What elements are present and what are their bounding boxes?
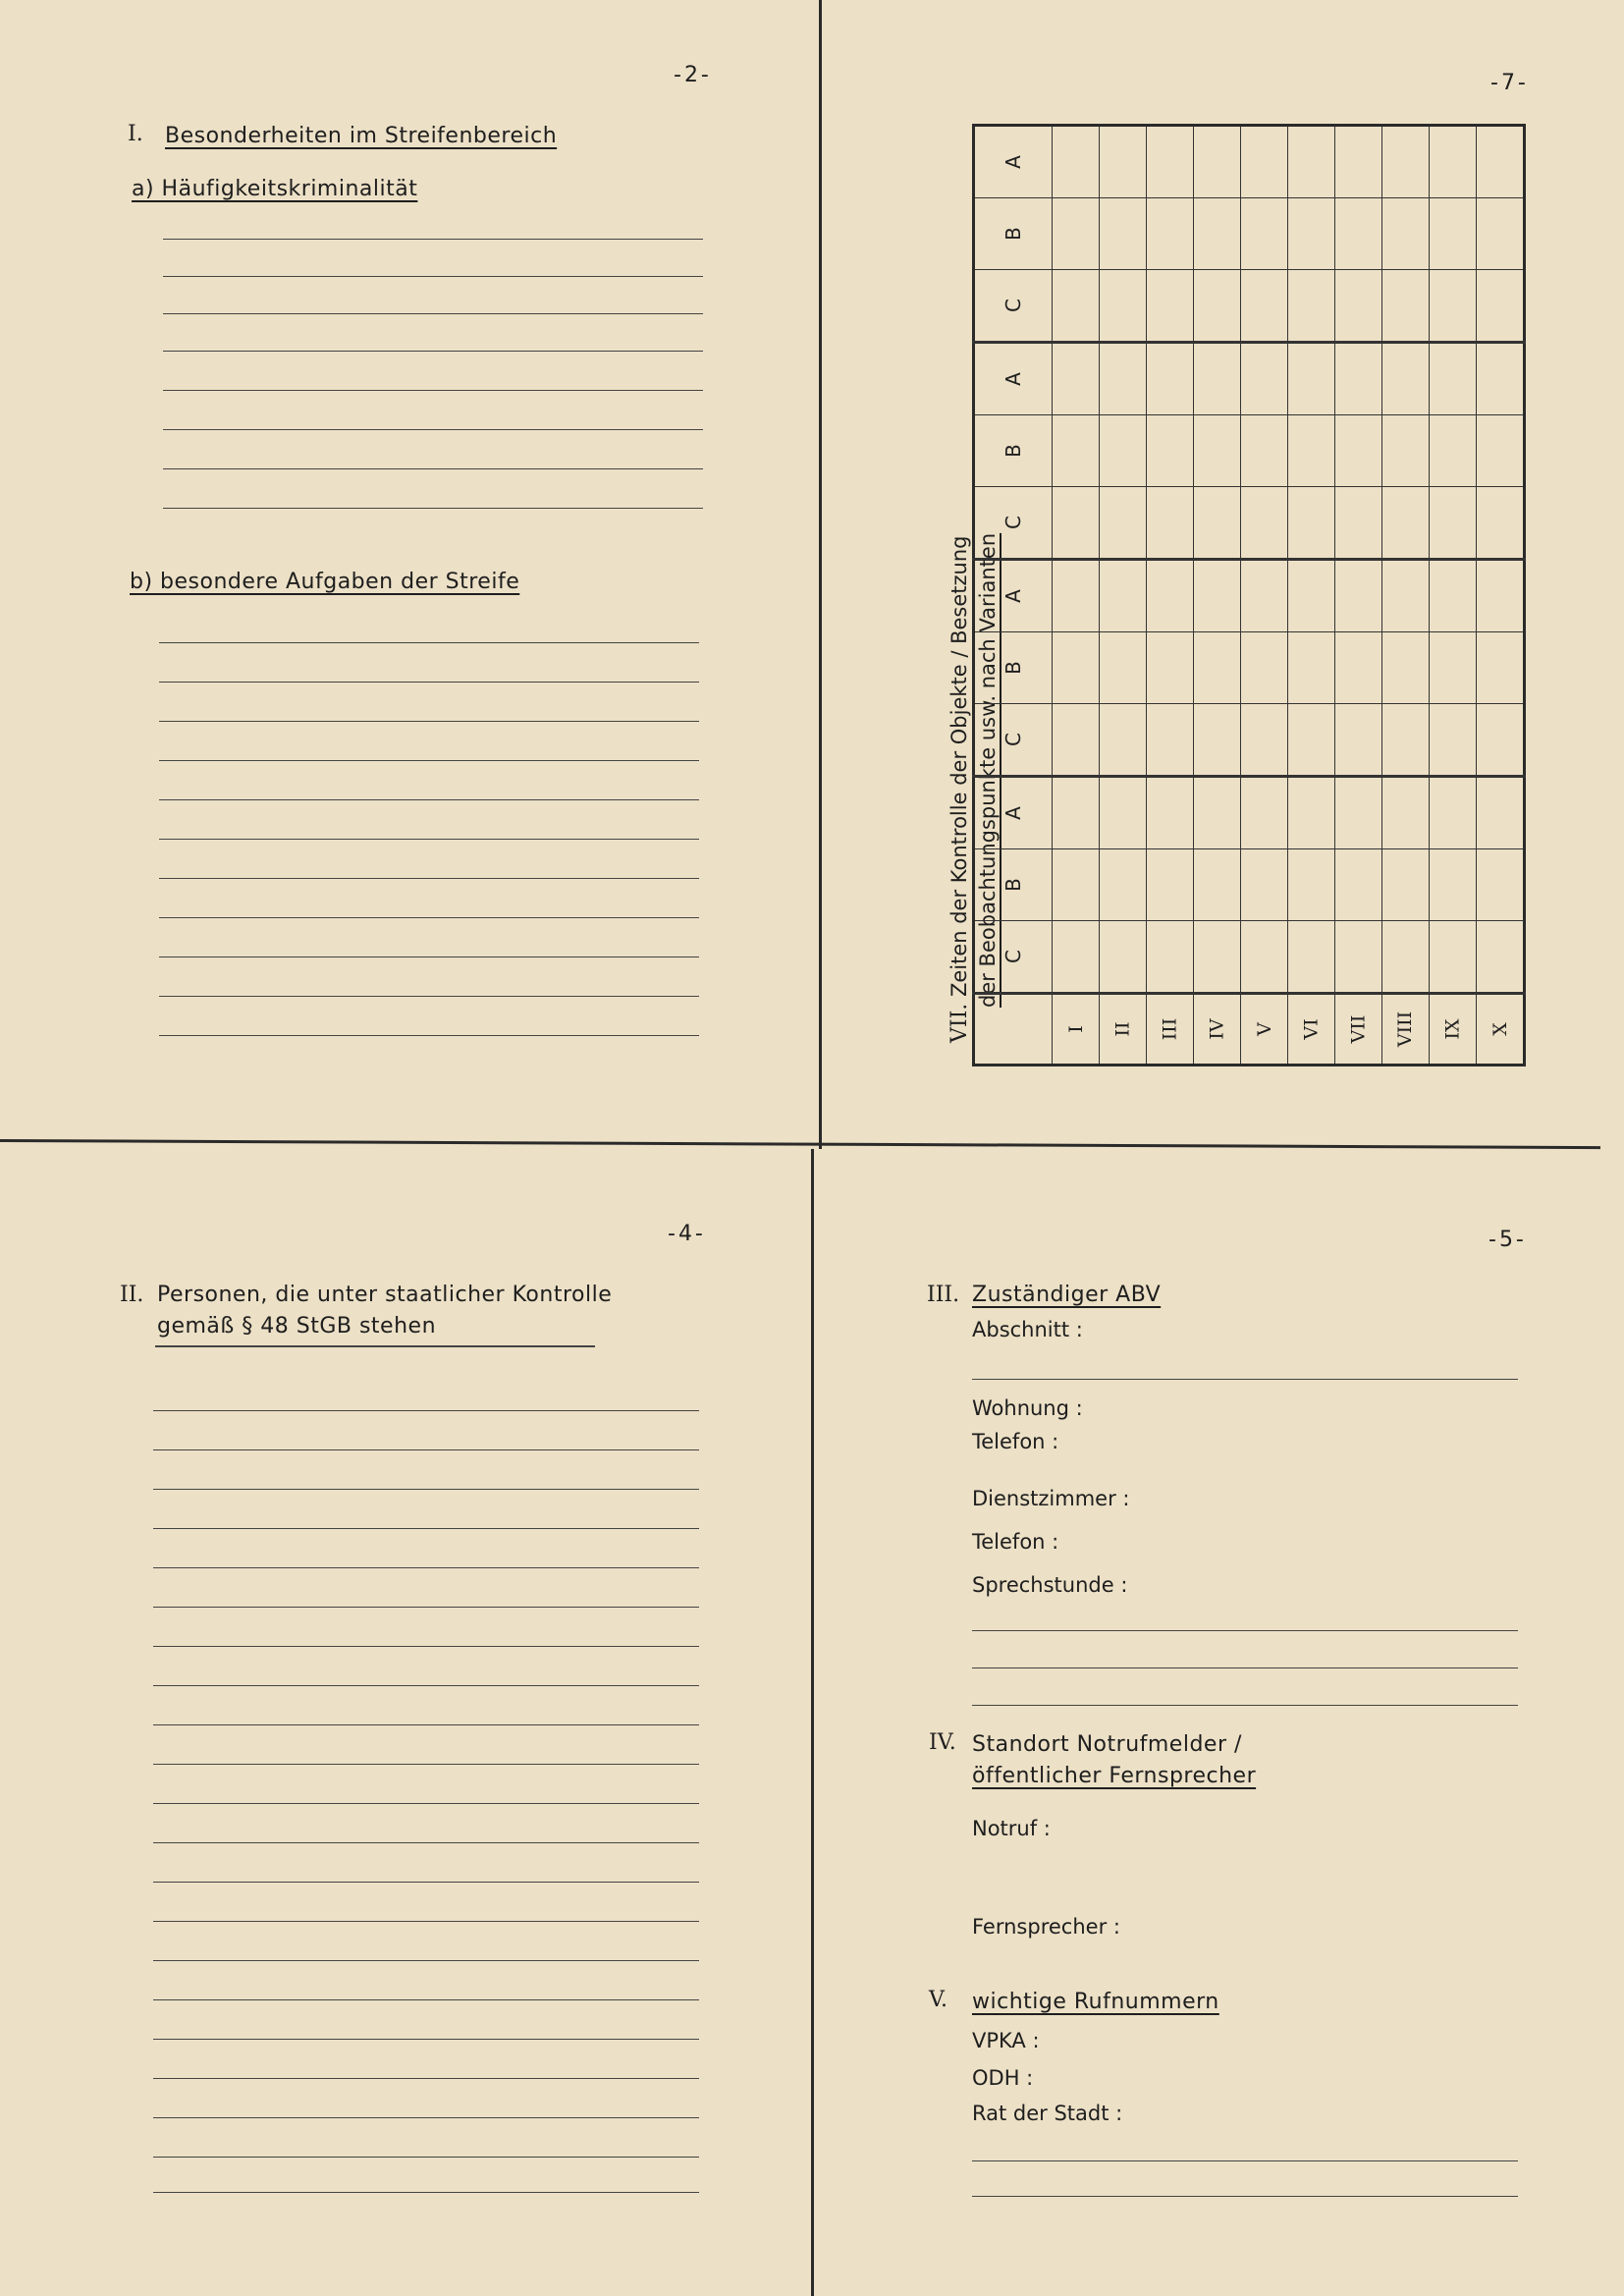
section-2-title-line-1: Personen, die unter staatlicher Kontrolle (157, 1283, 613, 1307)
grid-row (974, 415, 1525, 487)
grid-cell[interactable] (1100, 487, 1147, 560)
row-numeral-cell (1241, 994, 1288, 1066)
write-line (153, 1921, 699, 1922)
vpka-label: VPKA : (972, 2029, 1040, 2052)
rufnummern-write-line (972, 2196, 1518, 2197)
variant-label: B (1001, 444, 1025, 458)
grid-cell[interactable] (1382, 343, 1430, 415)
grid-cell[interactable] (1477, 849, 1525, 921)
row-numeral: IX (1441, 1018, 1464, 1040)
grid-cell[interactable] (1288, 777, 1335, 849)
grid-cell[interactable] (1053, 560, 1100, 632)
grid-row (974, 632, 1525, 704)
grid-cell[interactable] (1194, 849, 1241, 921)
page-number-4: -4- (668, 1222, 706, 1246)
grid-cell[interactable] (1477, 270, 1525, 343)
grid-cell[interactable] (1477, 777, 1525, 849)
write-line (153, 1842, 699, 1843)
grid-row (974, 921, 1525, 994)
variant-label-cell (974, 270, 1053, 343)
vertical-fold-line-bottom (811, 1149, 814, 2296)
grid-cell[interactable] (1477, 560, 1525, 632)
write-line (153, 1449, 699, 1450)
section-3-numeral: III. (927, 1283, 960, 1307)
grid-cell[interactable] (1194, 126, 1241, 198)
grid-cell[interactable] (1194, 270, 1241, 343)
grid-cell[interactable] (1194, 343, 1241, 415)
grid-cell[interactable] (1382, 777, 1430, 849)
grid-cell[interactable] (1194, 777, 1241, 849)
write-line (163, 429, 703, 430)
grid-cell[interactable] (1194, 921, 1241, 994)
grid-cell[interactable] (1053, 270, 1100, 343)
grid-row (974, 198, 1525, 270)
grid-cell[interactable] (1288, 198, 1335, 270)
variant-label: C (1001, 299, 1025, 312)
grid-cell[interactable] (1382, 560, 1430, 632)
grid-cell[interactable] (1382, 270, 1430, 343)
grid-cell[interactable] (1100, 849, 1147, 921)
grid-cell[interactable] (1430, 560, 1477, 632)
write-line (153, 2192, 699, 2193)
control-times-grid (972, 124, 1526, 1066)
grid-cell[interactable] (1241, 704, 1288, 777)
grid-cell[interactable] (1430, 343, 1477, 415)
grid-cell[interactable] (1288, 270, 1335, 343)
variant-label: A (1001, 806, 1025, 820)
section-1-title: Besonderheiten im Streifenbereich (165, 124, 558, 148)
grid-cell[interactable] (1147, 415, 1194, 487)
grid-cell[interactable] (1335, 270, 1382, 343)
grid-cell[interactable] (1288, 560, 1335, 632)
section-2-title-line-2: gemäß § 48 StGB stehen (157, 1314, 437, 1339)
write-line (163, 508, 703, 509)
grid-cell[interactable] (1477, 198, 1525, 270)
rufnummern-write-line (972, 2160, 1518, 2161)
variant-label-cell (974, 487, 1053, 560)
section-1-numeral: I. (128, 122, 143, 146)
grid-cell[interactable] (1382, 849, 1430, 921)
variant-label: B (1001, 661, 1025, 675)
grid-cell[interactable] (1382, 198, 1430, 270)
grid-cell[interactable] (1194, 704, 1241, 777)
grid-row (974, 270, 1525, 343)
section-4-numeral: IV. (929, 1730, 956, 1755)
grid-cell[interactable] (1430, 849, 1477, 921)
grid-cell[interactable] (1053, 921, 1100, 994)
write-line (163, 468, 703, 469)
grid-cell[interactable] (1477, 921, 1525, 994)
grid-cell[interactable] (1194, 487, 1241, 560)
grid-row (974, 704, 1525, 777)
grid-cell[interactable] (1335, 415, 1382, 487)
grid-cell[interactable] (1335, 632, 1382, 704)
section-7-caption-text-1: Zeiten der Kontrolle der Objekte / Besetzung (947, 535, 971, 998)
row-numeral: I (1064, 1025, 1087, 1033)
grid-cell[interactable] (1194, 415, 1241, 487)
grid-cell[interactable] (1335, 343, 1382, 415)
row-numeral: III (1159, 1017, 1181, 1041)
grid-cell[interactable] (1477, 343, 1525, 415)
grid-cell[interactable] (1477, 487, 1525, 560)
grid-cell[interactable] (1288, 704, 1335, 777)
page-number-5: -5- (1489, 1228, 1527, 1252)
grid-cell[interactable] (1053, 704, 1100, 777)
subsection-b-title: b) besondere Aufgaben der Streife (130, 570, 520, 594)
grid-cell[interactable] (1241, 632, 1288, 704)
grid-cell[interactable] (1382, 126, 1430, 198)
sprechstunde-label: Sprechstunde : (972, 1573, 1128, 1597)
telefon-label-1: Telefon : (972, 1430, 1059, 1453)
grid-cell[interactable] (1430, 704, 1477, 777)
write-line (153, 2039, 699, 2040)
variant-label-cell (974, 198, 1053, 270)
grid-cell[interactable] (1241, 560, 1288, 632)
page-number-2: -2- (674, 63, 712, 87)
row-numeral-cell (1194, 994, 1241, 1066)
write-line (159, 799, 699, 800)
grid-cell[interactable] (1382, 415, 1430, 487)
grid-cell[interactable] (1335, 560, 1382, 632)
section-2-title-underline (155, 1345, 595, 1347)
write-line (153, 2157, 699, 2158)
grid-row (974, 560, 1525, 632)
grid-cell[interactable] (1100, 777, 1147, 849)
variant-label-cell (974, 849, 1053, 921)
write-line (153, 2078, 699, 2079)
section-4-title-line-1: Standort Notrufmelder / (972, 1732, 1242, 1757)
grid-cell[interactable] (1053, 415, 1100, 487)
variant-label-cell (974, 632, 1053, 704)
sprechstunde-write-line (972, 1630, 1518, 1631)
grid-cell[interactable] (1241, 487, 1288, 560)
write-line (153, 1567, 699, 1568)
subsection-a-title: a) Häufigkeitskriminalität (132, 177, 418, 201)
section-7-caption-line-1 (946, 533, 974, 1043)
grid-cell[interactable] (1147, 704, 1194, 777)
grid-cell[interactable] (1147, 487, 1194, 560)
row-numeral-cell (1382, 994, 1430, 1066)
grid-cell[interactable] (1477, 632, 1525, 704)
section-7-caption-text-2: der Beobachtungspunkte usw. nach Varianten (976, 532, 1000, 1008)
section-3-title: Zuständiger ABV (972, 1283, 1162, 1307)
variant-label: B (1001, 878, 1025, 892)
grid-cell[interactable] (1147, 849, 1194, 921)
row-numeral: VIII (1394, 1011, 1417, 1048)
odh-label: ODH : (972, 2066, 1034, 2090)
variant-label-cell (974, 777, 1053, 849)
section-2-numeral: II. (120, 1283, 144, 1307)
section-5-title: wichtige Rufnummern (972, 1990, 1219, 2014)
grid-cell[interactable] (1430, 632, 1477, 704)
grid-cell[interactable] (1194, 198, 1241, 270)
row-numeral-cell (1100, 994, 1147, 1066)
wohnung-label: Wohnung : (972, 1396, 1083, 1420)
grid-cell[interactable] (1100, 415, 1147, 487)
vertical-fold-line-top (819, 0, 822, 1149)
grid-cell[interactable] (1241, 849, 1288, 921)
grid-cell[interactable] (1288, 849, 1335, 921)
row-numeral: V (1253, 1022, 1275, 1036)
grid-cell[interactable] (1288, 126, 1335, 198)
variant-label-cell (974, 343, 1053, 415)
grid-cell[interactable] (1241, 126, 1288, 198)
write-line (153, 1685, 699, 1686)
write-line (159, 642, 699, 643)
grid-cell[interactable] (1147, 343, 1194, 415)
sprechstunde-write-line (972, 1667, 1518, 1668)
grid-cell[interactable] (1335, 126, 1382, 198)
grid-cell[interactable] (1382, 632, 1430, 704)
row-numeral-cell (1288, 994, 1335, 1066)
row-numeral-cell (1430, 994, 1477, 1066)
row-numeral-cell (1053, 994, 1100, 1066)
grid-cell[interactable] (1335, 487, 1382, 560)
grid-cell[interactable] (1335, 198, 1382, 270)
write-line (159, 996, 699, 997)
grid-cell[interactable] (1382, 704, 1430, 777)
write-line (153, 1528, 699, 1529)
section-7-numeral: VII. (947, 1003, 972, 1043)
grid-cell[interactable] (1241, 921, 1288, 994)
grid-cell[interactable] (1053, 126, 1100, 198)
write-line (153, 1607, 699, 1608)
grid-cell[interactable] (1430, 198, 1477, 270)
row-numeral-cell (1147, 994, 1194, 1066)
write-line (163, 239, 703, 240)
write-line (159, 721, 699, 722)
variant-label-cell (974, 921, 1053, 994)
grid-cell[interactable] (1430, 126, 1477, 198)
grid-cell[interactable] (1430, 921, 1477, 994)
grid-cell[interactable] (1100, 560, 1147, 632)
write-line (163, 276, 703, 277)
variant-label-cell (974, 704, 1053, 777)
grid-cell[interactable] (1053, 632, 1100, 704)
grid-row (974, 343, 1525, 415)
grid-cell[interactable] (1335, 921, 1382, 994)
page-number-7: -7- (1490, 71, 1529, 95)
grid-cell[interactable] (1100, 270, 1147, 343)
section-4-title-line-2: öffentlicher Fernsprecher (972, 1764, 1257, 1788)
variant-label: A (1001, 372, 1025, 386)
variant-label: C (1001, 516, 1025, 529)
fernsprecher-label: Fernsprecher : (972, 1915, 1120, 1939)
write-line (153, 1803, 699, 1804)
row-numeral: IV (1206, 1018, 1228, 1040)
grid-row (974, 849, 1525, 921)
grid-cell[interactable] (1335, 849, 1382, 921)
row-numeral: II (1111, 1021, 1134, 1037)
grid-cell[interactable] (1288, 343, 1335, 415)
section-5-numeral: V. (929, 1988, 948, 2012)
grid-cell[interactable] (1100, 632, 1147, 704)
grid-cell[interactable] (1430, 270, 1477, 343)
row-numeral-cell (1335, 994, 1382, 1066)
write-line (163, 351, 703, 352)
grid-cell[interactable] (1147, 126, 1194, 198)
rat-der-stadt-label: Rat der Stadt : (972, 2102, 1123, 2125)
variant-label: A (1001, 589, 1025, 603)
grid-row (974, 777, 1525, 849)
grid-cell[interactable] (1430, 487, 1477, 560)
grid-row (974, 126, 1525, 198)
write-line (159, 878, 699, 879)
write-line (153, 2117, 699, 2118)
row-numeral: X (1489, 1022, 1511, 1036)
grid-cell[interactable] (1241, 343, 1288, 415)
grid-cell[interactable] (1241, 270, 1288, 343)
grid-cell[interactable] (1053, 198, 1100, 270)
grid-cell[interactable] (1100, 198, 1147, 270)
grid-cell[interactable] (1053, 487, 1100, 560)
grid-cell[interactable] (1477, 704, 1525, 777)
grid-cell[interactable] (1147, 198, 1194, 270)
notruf-label: Notruf : (972, 1817, 1051, 1840)
variant-label: B (1001, 227, 1025, 241)
grid-cell[interactable] (1053, 777, 1100, 849)
grid-cell[interactable] (1194, 632, 1241, 704)
grid-cell[interactable] (1147, 921, 1194, 994)
sprechstunde-write-line (972, 1705, 1518, 1706)
grid-cell[interactable] (1147, 270, 1194, 343)
grid-cell[interactable] (1147, 560, 1194, 632)
grid-cell[interactable] (1053, 849, 1100, 921)
write-line (159, 839, 699, 840)
grid-cell[interactable] (1147, 777, 1194, 849)
write-line (153, 1764, 699, 1765)
write-line (159, 682, 699, 683)
grid-cell[interactable] (1241, 198, 1288, 270)
row-numeral: VI (1300, 1018, 1323, 1040)
grid-cell[interactable] (1288, 921, 1335, 994)
numeral-row (974, 994, 1525, 1066)
grid-cell[interactable] (1335, 704, 1382, 777)
write-line (153, 1724, 699, 1725)
write-line (153, 1882, 699, 1883)
grid-cell[interactable] (1053, 343, 1100, 415)
grid-cell[interactable] (1241, 777, 1288, 849)
variant-label-cell (974, 415, 1053, 487)
telefon-label-2: Telefon : (972, 1530, 1059, 1554)
grid-row (974, 487, 1525, 560)
grid-cell[interactable] (1100, 343, 1147, 415)
grid-cell[interactable] (1288, 415, 1335, 487)
grid-cell[interactable] (1288, 632, 1335, 704)
abschnitt-write-line (972, 1379, 1518, 1380)
write-line (163, 313, 703, 314)
grid-cell[interactable] (1430, 415, 1477, 487)
row-numeral-cell (1477, 994, 1525, 1066)
write-line (159, 917, 699, 918)
row-numeral: VII (1347, 1014, 1370, 1044)
grid-cell[interactable] (1241, 415, 1288, 487)
grid-cell[interactable] (1194, 560, 1241, 632)
grid-cell[interactable] (1147, 632, 1194, 704)
grid-cell[interactable] (1288, 487, 1335, 560)
grid-cell[interactable] (1477, 126, 1525, 198)
variant-label: C (1001, 733, 1025, 746)
grid-cell[interactable] (1430, 777, 1477, 849)
horizontal-fold-line (0, 1139, 1600, 1149)
grid-cell[interactable] (1477, 415, 1525, 487)
write-line (163, 390, 703, 391)
write-line (153, 1646, 699, 1647)
write-line (153, 1489, 699, 1490)
write-line (153, 1960, 699, 1961)
grid-cell[interactable] (1382, 921, 1430, 994)
grid-cell[interactable] (1382, 487, 1430, 560)
grid-cell[interactable] (1100, 704, 1147, 777)
write-line (159, 760, 699, 761)
corner-cell (974, 994, 1053, 1066)
grid-cell[interactable] (1100, 921, 1147, 994)
grid-cell[interactable] (1100, 126, 1147, 198)
dienstzimmer-label: Dienstzimmer : (972, 1487, 1130, 1510)
variant-label-cell (974, 126, 1053, 198)
abschnitt-label: Abschnitt : (972, 1318, 1083, 1341)
grid-cell[interactable] (1335, 777, 1382, 849)
variant-label: A (1001, 155, 1025, 169)
variant-label: C (1001, 950, 1025, 963)
write-line (159, 1035, 699, 1036)
write-line (153, 1999, 699, 2000)
write-line (153, 1410, 699, 1411)
variant-label-cell (974, 560, 1053, 632)
